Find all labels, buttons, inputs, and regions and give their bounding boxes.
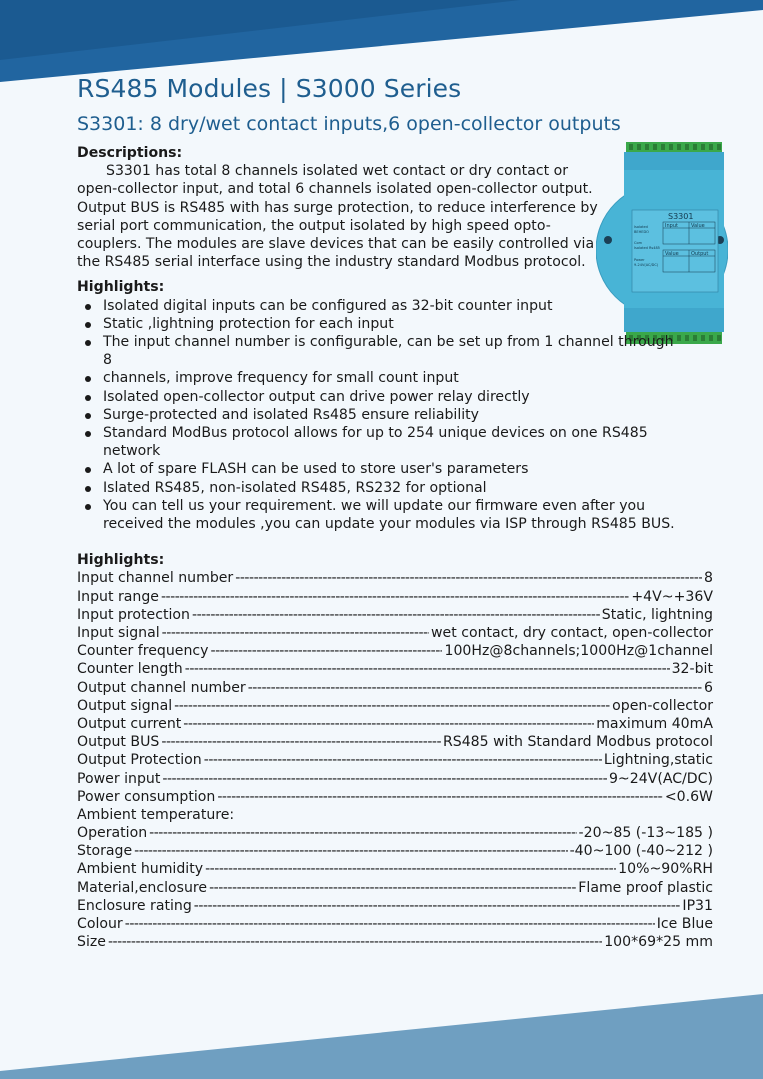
spec-row <box>77 879 713 897</box>
spec-value: 32-bit <box>671 661 713 678</box>
spec-row <box>77 624 713 642</box>
spec-label: Output BUS <box>77 734 160 751</box>
description-paragraph: Output BUS is RS485 with has surge protection, to reduce interference by serial port communication, the output isolated by high speed opto-couplers. The modules are slave devices that can be easily controlled via the RS485 serial interface using the industry standard Modbus protocol. <box>77 199 598 271</box>
svg-text:Isolated: Isolated <box>634 225 648 229</box>
spec-row <box>77 897 713 915</box>
list-item: The input channel number is configurable, can be set up from 1 channel through 8 <box>103 333 683 369</box>
spec-value: +4V~+36V <box>631 588 713 605</box>
list-item: Static ,lightning protection for each input <box>103 315 623 333</box>
list-item: You can tell us your requirement. we will update our firmware even after you received the modules ,you can update your modules via ISP through RS485 BUS. <box>103 497 683 533</box>
svg-text:Isolated Rs485: Isolated Rs485 <box>634 246 660 250</box>
spec-row <box>77 642 713 660</box>
spec-row <box>77 824 713 842</box>
svg-text:Value: Value <box>691 223 705 229</box>
spec-row <box>77 842 713 860</box>
spec-value: RS485 with Standard Modbus protocol <box>442 734 713 751</box>
list-item: Islated RS485, non-isolated RS485, RS232 for optional <box>103 479 683 497</box>
spec-value: 9~24V(AC/DC) <box>608 770 713 787</box>
spec-label: Material,enclosure <box>77 879 208 896</box>
spec-row <box>77 788 713 806</box>
descriptions-body <box>77 162 601 271</box>
spec-label: Counter length <box>77 661 183 678</box>
spec-row <box>77 606 713 624</box>
spec-row <box>77 915 713 933</box>
spec-label: Output signal <box>77 697 173 714</box>
spec-label: Input signal <box>77 625 160 642</box>
spec-label: Operation <box>77 825 148 842</box>
content <box>77 144 713 951</box>
spec-value: 100Hz@8channels;1000Hz@1channel <box>444 643 713 660</box>
spec-value: -40~100 (-40~212 ) <box>569 843 713 860</box>
list-item: channels, improve frequency for small count input <box>103 369 683 387</box>
spec-value: 6 <box>704 679 713 696</box>
spec-value: 100*69*25 mm <box>604 934 713 951</box>
svg-text:Input: Input <box>665 223 678 229</box>
spec-label: Counter frequency <box>77 643 209 660</box>
footer-band <box>0 989 763 1079</box>
spec-label: Output channel number <box>77 679 246 696</box>
list-item: Standard ModBus protocol allows for up to 254 unique devices on one RS485 network <box>103 424 683 460</box>
spec-label: Power consumption <box>77 788 216 805</box>
svg-text:Com: Com <box>634 241 642 245</box>
spec-row <box>77 660 713 678</box>
spec-label: Power input <box>77 770 161 787</box>
page-title: RS485 Modules | S3000 Series <box>77 74 462 103</box>
spec-label: Input range <box>77 588 159 605</box>
spec-row <box>77 751 713 769</box>
spec-value: Static, lightning <box>601 606 713 623</box>
highlights-list <box>77 297 713 534</box>
spec-label: Output Protection <box>77 752 202 769</box>
svg-text:BEHEDO: BEHEDO <box>634 230 649 234</box>
spec-value: open-collector <box>612 697 713 714</box>
page-subtitle: S3301: 8 dry/wet contact inputs,6 open-collector outputs <box>77 113 621 135</box>
spec-value: <0.6W <box>664 788 713 805</box>
spec-row <box>77 679 713 697</box>
spec-label: Output current <box>77 715 182 732</box>
spec-row <box>77 588 713 606</box>
list-item: A lot of spare FLASH can be used to store user's parameters <box>103 460 683 478</box>
spec-label: Storage <box>77 843 133 860</box>
list-item: Surge-protected and isolated Rs485 ensure reliability <box>103 406 683 424</box>
spec-value: maximum 40mA <box>596 715 713 732</box>
list-item: Isolated digital inputs can be configured as 32-bit counter input <box>103 297 623 315</box>
spec-row <box>77 733 713 751</box>
spec-value: -20~85 (-13~185 ) <box>578 825 713 842</box>
list-item: Isolated open-collector output can drive power relay directly <box>103 388 683 406</box>
spec-label: Size <box>77 934 106 951</box>
spec-label: Enclosure rating <box>77 897 192 914</box>
spec-label: Input protection <box>77 606 190 623</box>
spec-value: Ice Blue <box>656 916 713 933</box>
spec-value: IP31 <box>682 897 713 914</box>
spec-row <box>77 860 713 878</box>
spec-row <box>77 933 713 951</box>
spec-value: 10%~90%RH <box>618 861 713 878</box>
device-model: S3301 <box>668 212 694 221</box>
spec-label: Ambient humidity <box>77 861 204 878</box>
svg-text:Value: Value <box>665 251 679 257</box>
spec-value: 8 <box>704 570 713 587</box>
spec-row <box>77 770 713 788</box>
svg-text:Power: Power <box>634 258 645 262</box>
highlights-heading: Highlights: <box>77 279 165 296</box>
spec-value: Lightning,static <box>603 752 713 769</box>
descriptions-heading: Descriptions: <box>77 145 183 161</box>
spec-row <box>77 569 713 587</box>
description-paragraph: S3301 has total 8 channels isolated wet contact or dry contact or open-collector input, and total 6 channels isolated open-collector output. <box>77 163 593 198</box>
spec-value: wet contact, dry contact, open-collector <box>431 625 713 642</box>
svg-text:9-24V(AC/DC): 9-24V(AC/DC) <box>634 263 659 267</box>
spec-row <box>77 715 713 733</box>
specs-heading: Highlights: <box>77 552 165 569</box>
spec-label: Input channel number <box>77 570 234 587</box>
ambient-heading: Ambient temperature: <box>77 806 235 823</box>
spec-label: Colour <box>77 916 123 933</box>
svg-text:Output: Output <box>691 251 709 257</box>
spec-row <box>77 697 713 715</box>
spec-value: Flame proof plastic <box>578 879 713 896</box>
